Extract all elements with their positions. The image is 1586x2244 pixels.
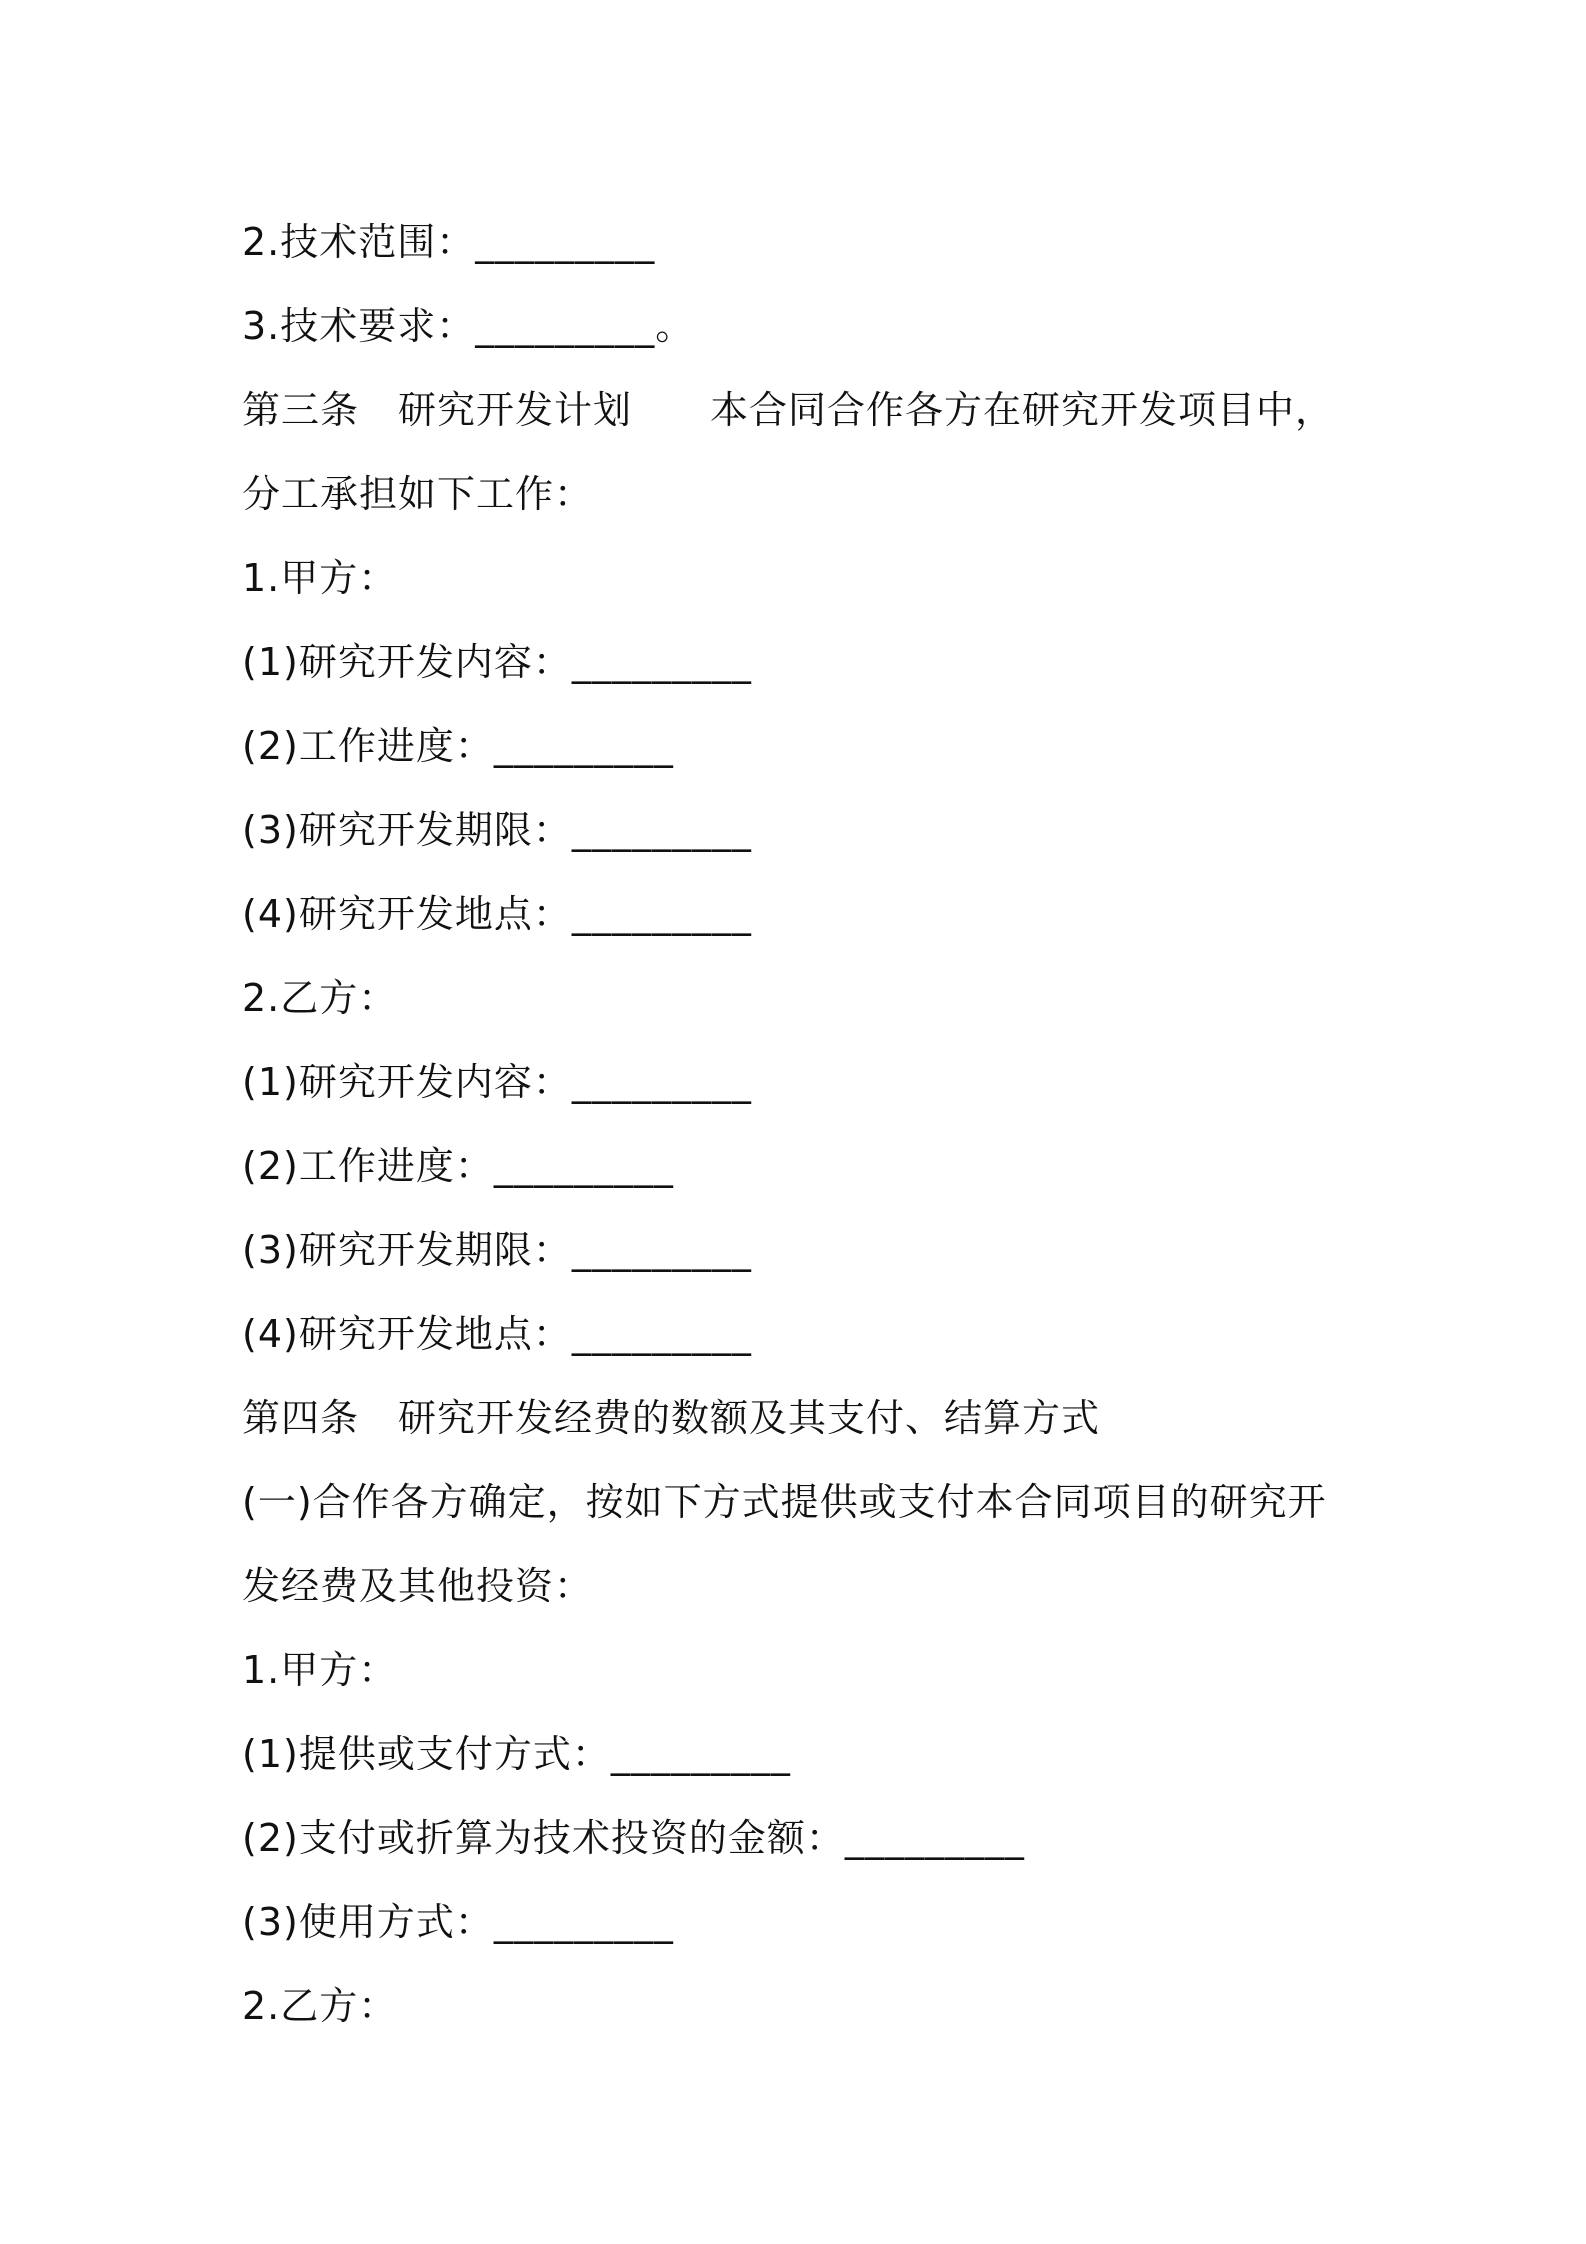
funding-party-a-label: 1.甲方： bbox=[242, 1648, 398, 1692]
party-b-label: 2.乙方： bbox=[242, 976, 398, 1020]
party-a-rd-content: (1)研究开发内容：_________ bbox=[242, 640, 752, 684]
funding-party-a-amount: (2)支付或折算为技术投资的金额：_________ bbox=[242, 1816, 1025, 1860]
article-4-heading: 第四条 研究开发经费的数额及其支付、结算方式 bbox=[242, 1396, 1101, 1440]
party-a-rd-period: (3)研究开发期限：_________ bbox=[242, 808, 752, 852]
party-b-rd-location: (4)研究开发地点：_________ bbox=[242, 1312, 752, 1356]
article-3-heading: 第三条 研究开发计划 本合同合作各方在研究开发项目中， bbox=[242, 388, 1335, 432]
article-3-text: 分工承担如下工作： bbox=[242, 472, 594, 516]
item-technical-requirements: 3.技术要求：_________。 bbox=[242, 304, 695, 348]
funding-party-b-label: 2.乙方： bbox=[242, 1984, 398, 2028]
party-b-work-progress: (2)工作进度：_________ bbox=[242, 1144, 674, 1188]
party-a-label: 1.甲方： bbox=[242, 556, 398, 600]
funding-party-a-method: (1)提供或支付方式：_________ bbox=[242, 1732, 791, 1776]
party-a-rd-location: (4)研究开发地点：_________ bbox=[242, 892, 752, 936]
article-4-clause-1-cont: 发经费及其他投资： bbox=[242, 1564, 594, 1608]
party-b-rd-content: (1)研究开发内容：_________ bbox=[242, 1060, 752, 1104]
document-body bbox=[242, 200, 1362, 2048]
party-a-work-progress: (2)工作进度：_________ bbox=[242, 724, 674, 768]
item-technical-scope: 2.技术范围：_________ bbox=[242, 220, 656, 264]
funding-party-a-usage: (3)使用方式：_________ bbox=[242, 1900, 674, 1944]
article-4-clause-1: (一)合作各方确定，按如下方式提供或支付本合同项目的研究开 bbox=[242, 1480, 1327, 1524]
party-b-rd-period: (3)研究开发期限：_________ bbox=[242, 1228, 752, 1272]
